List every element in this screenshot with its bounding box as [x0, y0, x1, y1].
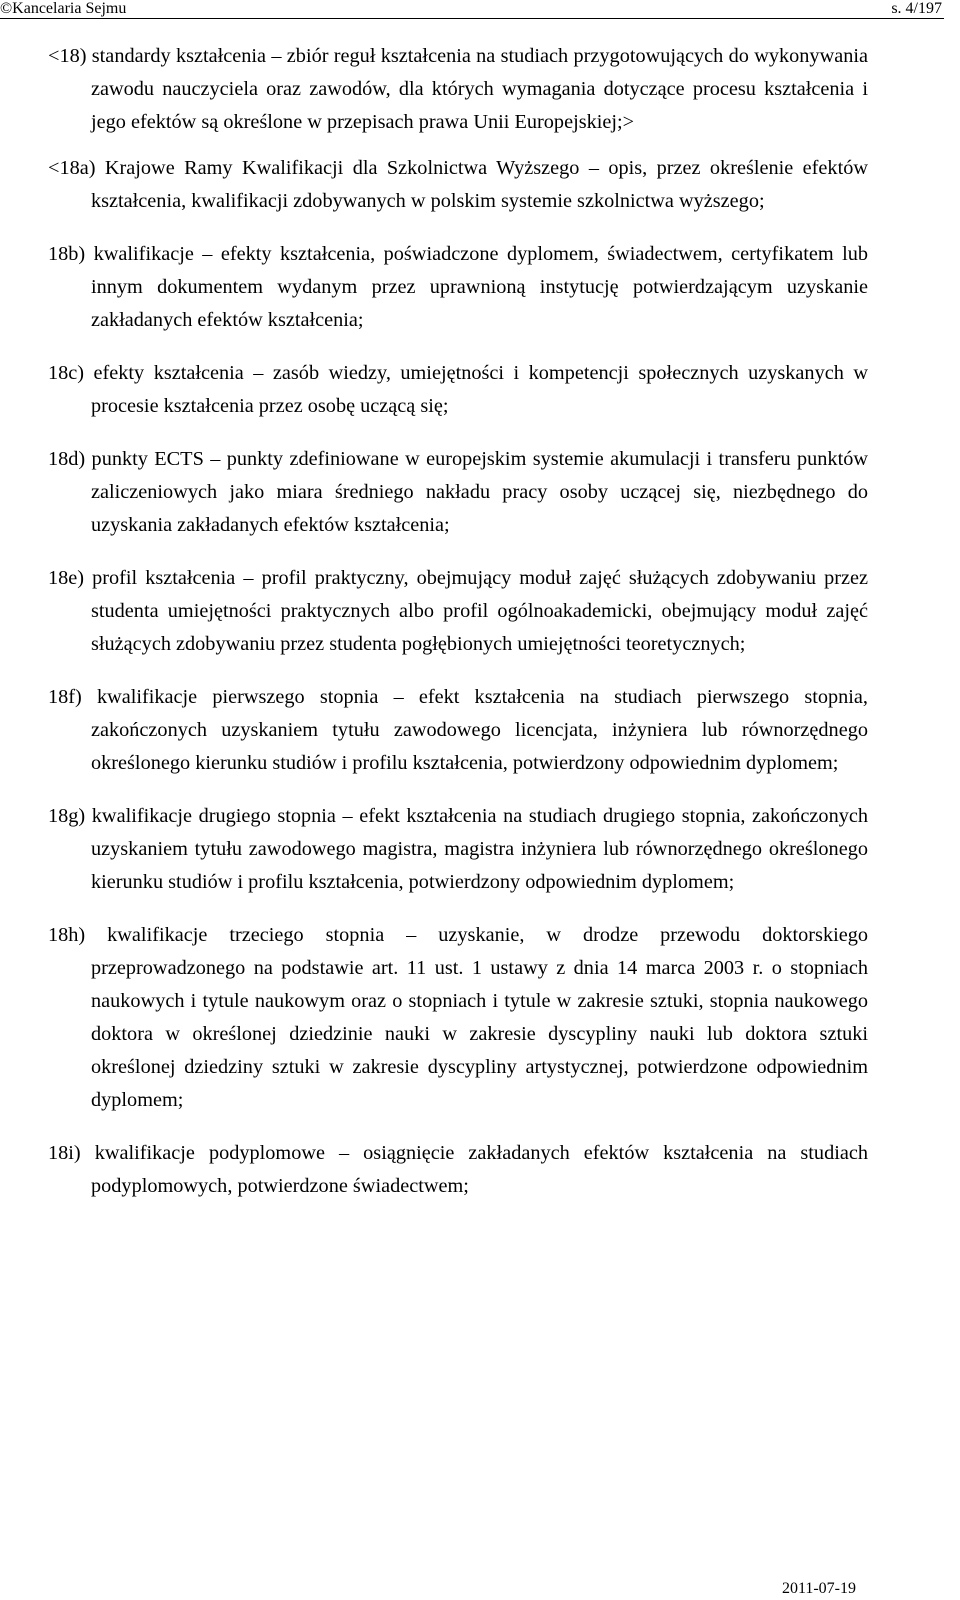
paragraph-18f: 18f) kwalifikacje pierwszego stopnia – efekt kształcenia na studiach pierwszego stopnia, zakończonych uzyskaniem tytułu zawodowego licencjata, inżyniera lub równorzędnego określonego kierunku studiów i profilu kształcenia, potwierdzony odpowiednim dyplomem;	[48, 686, 868, 774]
page-number: s. 4/197	[891, 0, 942, 17]
paragraph-18g: 18g) kwalifikacje drugiego stopnia – efekt kształcenia na studiach drugiego stopnia, zakończonych uzyskaniem tytułu zawodowego magistra, magistra inżyniera lub równorzędnego określonego kierunku studiów i profilu kształcenia, potwierdzony odpowiednim dyplomem;	[48, 805, 868, 893]
copyright-label: ©Kancelaria Sejmu	[0, 0, 127, 17]
document-body	[48, 40, 868, 1223]
paragraph-18b: 18b) kwalifikacje – efekty kształcenia, poświadczone dyplomem, świadectwem, certyfikatem lub innym dokumentem wydanym przez uprawnioną instytucję potwierdzającym uzyskanie zakładanych efektów kształcenia;	[48, 243, 868, 331]
paragraph-18a: <18a) Krajowe Ramy Kwalifikacji dla Szkolnictwa Wyższego – opis, przez określenie efektów kształcenia, kwalifikacji zdobywanych w polskim systemie szkolnictwa wyższego;	[48, 157, 868, 212]
paragraph-18c: 18c) efekty kształcenia – zasób wiedzy, umiejętności i kompetencji społecznych uzyskanych w procesie kształcenia przez osobę uczącą się;	[48, 362, 868, 417]
paragraph-18e: 18e) profil kształcenia – profil praktyczny, obejmujący moduł zajęć służących zdobywaniu przez studenta umiejętności praktycznych albo profil ogólnoakademicki, obejmujący moduł zajęć służących zdobywaniu przez studenta pogłębionych umiejętności teoretycznych;	[48, 567, 868, 655]
document-date: 2011-07-19	[781, 1580, 856, 1597]
header-divider	[0, 18, 944, 19]
paragraph-18h: 18h) kwalifikacje trzeciego stopnia – uzyskanie, w drodze przewodu doktorskiego przeprowadzonego na podstawie art. 11 ust. 1 ustawy z dnia 14 marca 2003 r. o stopniach naukowych i tytule naukowym oraz o stopniach i tytule w zakresie sztuki, stopnia naukowego doktora w określonej dziedzinie nauki w zakresie dyscypliny nauki lub doktora sztuki określonej dziedziny sztuki w zakresie dyscypliny artystycznej, potwierdzone odpowiednim dyplomem;	[48, 924, 868, 1111]
paragraph-18: <18) standardy kształcenia – zbiór reguł kształcenia na studiach przygotowujących do wykonywania zawodu nauczyciela oraz zawodów, dla których wymagania dotyczące procesu kształcenia i jego efektów są określone w przepisach prawa Unii Europejskiej;>	[48, 45, 868, 133]
paragraph-18i: 18i) kwalifikacje podyplomowe – osiągnięcie zakładanych efektów kształcenia na studiach podyplomowych, potwierdzone świadectwem;	[48, 1142, 868, 1197]
paragraph-18d: 18d) punkty ECTS – punkty zdefiniowane w europejskim systemie akumulacji i transferu punktów zaliczeniowych jako miara średniego nakładu pracy osoby uczącej się, niezbędnego do uzyskania zakładanych efektów kształcenia;	[48, 448, 868, 536]
